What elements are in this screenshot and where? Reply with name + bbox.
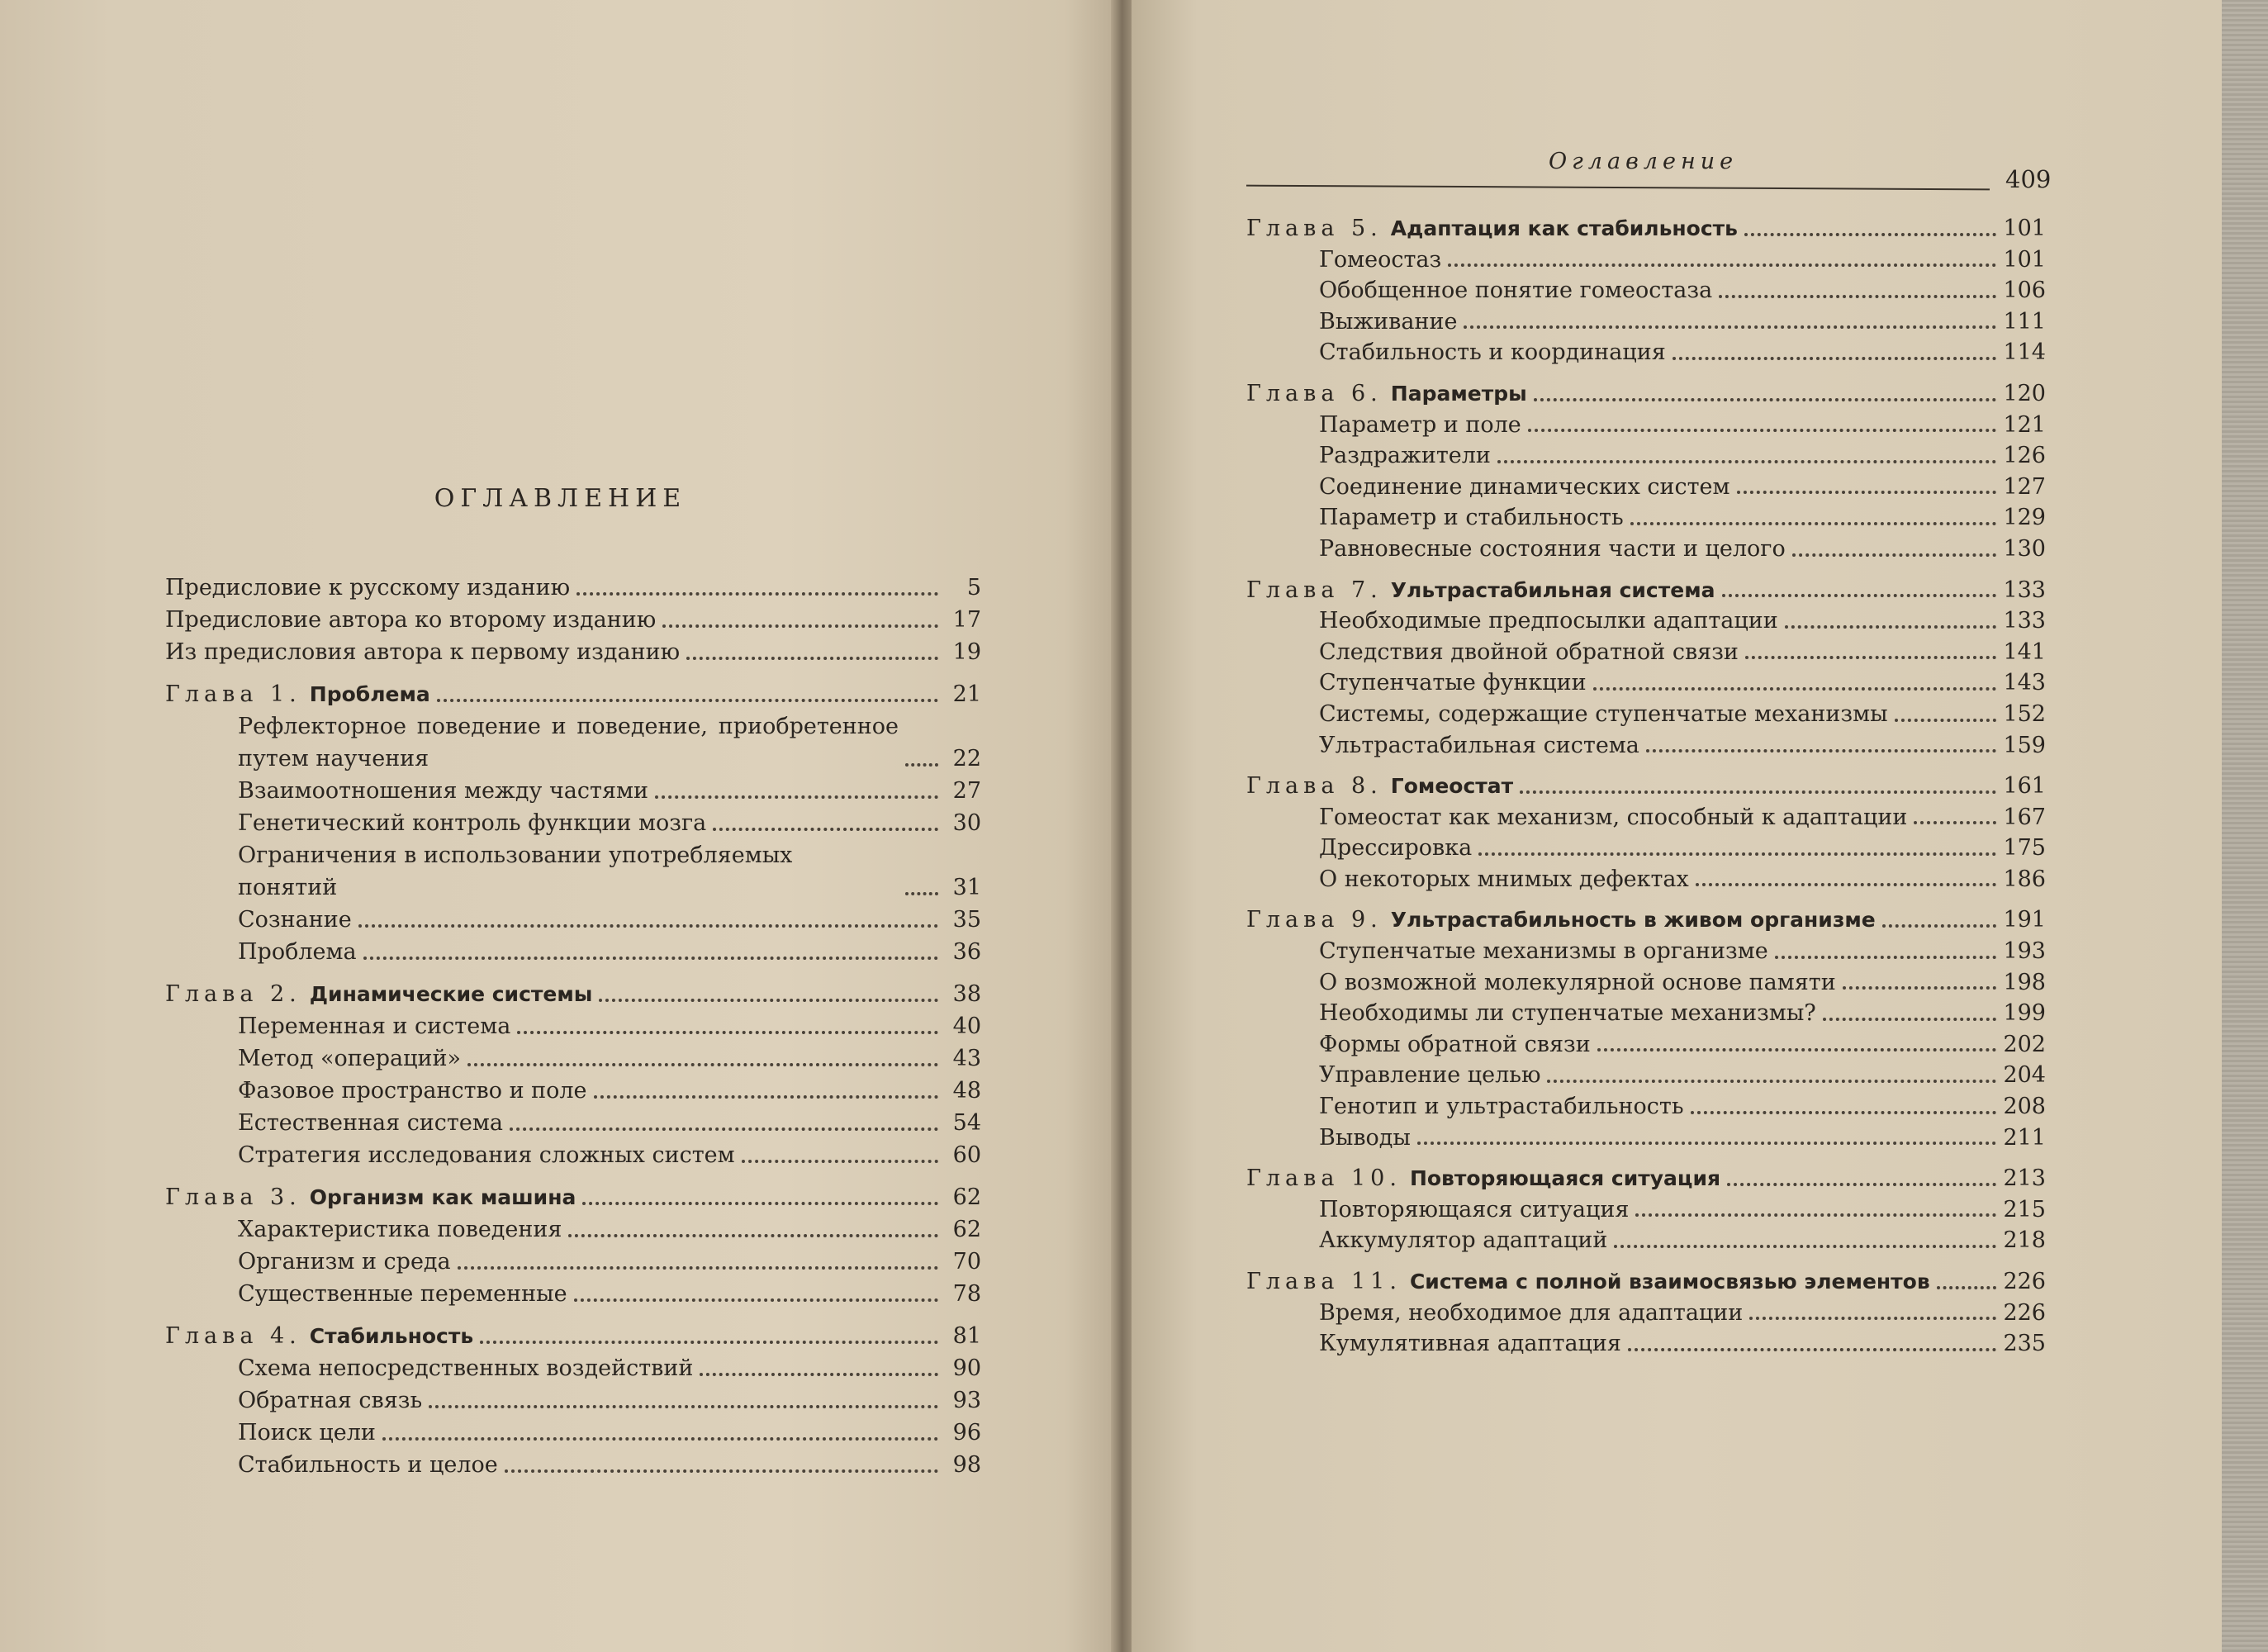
- chapter-section: [165, 1320, 981, 1481]
- chapter-heading: [165, 1320, 473, 1352]
- dot-leader: [1534, 398, 1997, 401]
- section-entry[interactable]: [1246, 1194, 2046, 1226]
- chapter-title: Повторяющаяся ситуация: [1409, 1166, 1721, 1191]
- chapter-heading: [1246, 378, 1527, 410]
- entry-page-number: 202: [2003, 1031, 2046, 1057]
- entry-label: Системы, содержащие ступенчатые механизмы: [1319, 700, 1888, 727]
- entry-label: Дрессировка: [1319, 835, 1473, 862]
- dot-leader: [1719, 295, 1996, 298]
- dot-leader: [505, 1469, 938, 1473]
- section-entry[interactable]: [1246, 502, 2046, 534]
- section-entry[interactable]: [165, 904, 981, 936]
- chapter-heading: [1246, 575, 1715, 606]
- chapter-number: Глава 2.: [165, 981, 301, 1007]
- dot-leader: [437, 699, 938, 702]
- chapter-page-number: 213: [2003, 1165, 2046, 1192]
- dot-leader: [1593, 687, 1997, 691]
- chapter-heading: [1246, 1163, 1720, 1194]
- entry-page-number: 31: [952, 875, 981, 900]
- dot-leader: [1597, 1048, 1997, 1051]
- chapter-section: [1246, 1266, 2046, 1360]
- section-entry[interactable]: [165, 775, 981, 807]
- entry-label: Аккумулятор адаптаций: [1319, 1227, 1608, 1254]
- section-entry[interactable]: [165, 807, 981, 839]
- chapter-title: Стабильность: [309, 1324, 474, 1348]
- entry-page-number: 5: [966, 575, 981, 601]
- chapter-section: [1246, 904, 2046, 1153]
- entry-label: О некоторых мнимых дефектах: [1319, 866, 1689, 892]
- entry-page-number: 78: [952, 1281, 981, 1307]
- entry-page-number: 106: [2003, 278, 2046, 304]
- section-entry[interactable]: [1246, 1298, 2046, 1329]
- entry-label: Ультрастабильная система: [1319, 732, 1639, 758]
- dot-leader: [905, 763, 938, 767]
- chapter-page-number: 38: [952, 981, 981, 1007]
- chapter-section: [165, 678, 981, 968]
- chapter-heading: [165, 978, 592, 1010]
- section-entry[interactable]: [1246, 864, 2046, 895]
- entry-label: Следствия двойной обратной связи: [1319, 638, 1739, 665]
- entry-page-number: 193: [2003, 938, 2046, 965]
- entry-label: Проблема: [238, 939, 357, 965]
- chapter-entry[interactable]: [165, 678, 981, 710]
- entry-label: Гомеостат как механизм, способный к адаптации: [1319, 804, 1908, 830]
- entry-label: Формы обратной связи: [1319, 1031, 1591, 1057]
- dot-leader: [1696, 883, 1997, 886]
- entry-page-number: 114: [2003, 339, 2046, 366]
- entry-label: Сознание: [238, 907, 352, 933]
- chapter-section: [1246, 575, 2046, 762]
- chapter-title: Система с полной взаимосвязью элементов: [1409, 1270, 1930, 1294]
- section-entry[interactable]: [165, 1075, 981, 1107]
- entry-page-number: 218: [2003, 1227, 2046, 1254]
- section-entry[interactable]: [165, 1417, 981, 1449]
- chapter-page-number: 101: [2003, 216, 2046, 241]
- dot-leader: [594, 1095, 938, 1099]
- dot-leader: [1691, 1111, 1997, 1114]
- dot-leader: [1630, 522, 1997, 525]
- entry-label: Организм и среда: [238, 1249, 451, 1275]
- entry-page-number: 130: [2003, 535, 2046, 562]
- chapter-number: Глава 5.: [1246, 216, 1383, 241]
- section-entry[interactable]: [165, 1384, 981, 1417]
- chapter-section: [1246, 378, 2046, 565]
- entry-label: Выживание: [1319, 308, 1458, 335]
- entry-label: Рефлекторное поведение и поведение, приобретенное путем научения: [238, 714, 899, 771]
- dot-leader: [905, 892, 938, 895]
- dot-leader: [1937, 1286, 1997, 1289]
- chapter-title: Проблема: [309, 682, 430, 706]
- chapter-heading: [165, 1181, 576, 1213]
- entry-page-number: 93: [952, 1388, 981, 1413]
- chapter-section: [165, 978, 981, 1171]
- page-number: 409: [2005, 165, 2052, 193]
- dot-leader: [713, 828, 938, 831]
- entry-page-number: 199: [2003, 1000, 2046, 1027]
- section-entry[interactable]: [165, 1107, 981, 1139]
- chapter-entry[interactable]: [1246, 904, 2046, 936]
- section-entry[interactable]: [1246, 1123, 2046, 1154]
- dot-leader: [1497, 460, 1997, 463]
- dot-leader: [1792, 553, 1997, 557]
- chapter-title: Ультрастабильная система: [1390, 577, 1715, 602]
- entry-label: Предисловие к русскому изданию: [165, 575, 571, 601]
- dot-leader: [1727, 1183, 1996, 1186]
- dot-leader: [1882, 924, 1997, 928]
- section-entry[interactable]: [165, 1213, 981, 1246]
- chapter-page-number: 21: [952, 681, 981, 707]
- dot-leader: [363, 957, 938, 960]
- section-entry[interactable]: [165, 839, 981, 904]
- entry-label: Стабильность и координация: [1319, 339, 1666, 366]
- chapter-number: Глава 8.: [1246, 773, 1383, 800]
- dot-leader: [429, 1405, 938, 1408]
- chapter-number: Глава 9.: [1246, 907, 1383, 933]
- entry-page-number: 30: [952, 810, 981, 836]
- entry-label: Характеристика поведения: [238, 1217, 562, 1242]
- chapter-title: Адаптация как стабильность: [1390, 216, 1738, 240]
- dot-leader: [1745, 656, 1997, 659]
- chapter-title: Динамические системы: [309, 982, 593, 1006]
- entry-page-number: 127: [2003, 473, 2046, 500]
- entry-page-number: 96: [952, 1420, 981, 1446]
- section-entry[interactable]: [1246, 667, 2046, 699]
- entry-page-number: 111: [2003, 308, 2046, 335]
- dot-leader: [1520, 790, 1996, 794]
- chapter-heading: [165, 678, 430, 710]
- entry-label: Взаимоотношения между частями: [238, 778, 648, 804]
- entry-page-number: 27: [952, 778, 981, 804]
- section-entry[interactable]: [1246, 637, 2046, 668]
- dot-leader: [1478, 852, 1996, 856]
- section-entry[interactable]: [165, 1042, 981, 1075]
- entry-label: Равновесные состояния части и целого: [1319, 535, 1786, 562]
- entry-label: Повторяющаяся ситуация: [1319, 1196, 1630, 1222]
- dot-leader: [1749, 1317, 1996, 1320]
- entry-page-number: 226: [2003, 1299, 2046, 1326]
- dot-leader: [686, 657, 938, 660]
- chapter-entry[interactable]: [1246, 1266, 2046, 1298]
- entry-page-number: 60: [952, 1142, 981, 1168]
- dot-leader: [1775, 956, 1997, 959]
- chapter-entry[interactable]: [165, 1320, 981, 1352]
- dot-leader: [1895, 719, 1997, 722]
- dot-leader: [599, 999, 938, 1002]
- section-entry[interactable]: [1246, 1328, 2046, 1360]
- entry-page-number: 167: [2003, 804, 2046, 830]
- section-entry[interactable]: [1246, 605, 2046, 637]
- entry-label: Гомеостаз: [1319, 246, 1442, 273]
- dot-leader: [662, 624, 938, 628]
- entry-label: Соединение динамических систем: [1319, 473, 1730, 500]
- entry-label: Предисловие автора ко второму изданию: [165, 607, 657, 633]
- running-head: Оглавление: [1549, 149, 1739, 174]
- dot-leader: [1914, 821, 1996, 824]
- chapter-entry[interactable]: [1246, 213, 2046, 244]
- chapter-number: Глава 6.: [1246, 380, 1383, 406]
- front-matter-entry[interactable]: [165, 604, 981, 636]
- dot-leader: [1464, 325, 1996, 329]
- chapter-entry[interactable]: [165, 978, 981, 1010]
- entry-page-number: 43: [952, 1046, 981, 1071]
- entry-label: Ограничения в использовании употребляемых понятий: [238, 843, 793, 900]
- entry-label: Схема непосредственных воздействий: [238, 1355, 694, 1381]
- entry-page-number: 121: [2003, 411, 2046, 438]
- chapter-section: [1246, 213, 2046, 368]
- entry-page-number: 204: [2003, 1062, 2046, 1089]
- entry-page-number: 70: [952, 1249, 981, 1275]
- entry-label: Параметр и поле: [1319, 411, 1521, 438]
- entry-label: Выводы: [1319, 1124, 1411, 1151]
- entry-label: Ступенчатые механизмы в организме: [1319, 938, 1768, 965]
- dot-leader: [517, 1031, 938, 1034]
- entry-page-number: 129: [2003, 505, 2046, 531]
- entry-page-number: 215: [2003, 1196, 2046, 1222]
- dot-leader: [480, 1341, 938, 1344]
- dot-leader: [1448, 263, 1996, 267]
- chapter-number: Глава 7.: [1246, 577, 1383, 603]
- dot-leader: [1673, 357, 1997, 360]
- section-entry[interactable]: [1246, 440, 2046, 472]
- section-entry[interactable]: [1246, 337, 2046, 368]
- dot-leader: [382, 1437, 938, 1441]
- dot-leader: [655, 795, 938, 799]
- entry-label: О возможной молекулярной основе памяти: [1319, 969, 1836, 995]
- section-entry[interactable]: [165, 936, 981, 968]
- chapter-title: Ультрастабильность в живом организме: [1390, 908, 1876, 933]
- section-entry[interactable]: [165, 1010, 981, 1042]
- left-page: [0, 0, 1121, 1652]
- dot-leader: [1823, 1018, 1997, 1021]
- chapter-entry[interactable]: [165, 1181, 981, 1213]
- entry-page-number: 235: [2003, 1331, 2046, 1357]
- entry-page-number: 17: [952, 607, 981, 633]
- dot-leader: [458, 1266, 938, 1270]
- dot-leader: [1547, 1080, 1996, 1083]
- entry-label: Обратная связь: [238, 1388, 423, 1413]
- entry-label: Генотип и ультрастабильность: [1319, 1094, 1684, 1120]
- dot-leader: [510, 1127, 938, 1131]
- entry-page-number: 35: [952, 907, 981, 933]
- entry-label: Фазовое пространство и поле: [238, 1078, 587, 1104]
- chapter-section: [1246, 1163, 2046, 1256]
- section-entry[interactable]: [1246, 833, 2046, 864]
- dot-leader: [1528, 429, 1997, 432]
- entry-label: Переменная и система: [238, 1014, 511, 1039]
- entry-label: Кумулятивная адаптация: [1319, 1331, 1621, 1357]
- chapter-title: Гомеостат: [1390, 774, 1514, 799]
- chapter-page-number: 226: [2003, 1269, 2046, 1294]
- front-matter-entry[interactable]: [165, 572, 981, 604]
- entry-page-number: 90: [952, 1355, 981, 1381]
- dot-leader: [582, 1202, 938, 1205]
- entry-page-number: 159: [2003, 732, 2046, 758]
- entry-page-number: 62: [952, 1217, 981, 1242]
- entry-label: Генетический контроль функции мозга: [238, 810, 707, 836]
- entry-page-number: 19: [952, 639, 981, 665]
- chapter-page-number: 81: [952, 1323, 981, 1349]
- chapter-number: Глава 3.: [165, 1184, 301, 1210]
- section-entry[interactable]: [1246, 802, 2046, 833]
- entry-label: Из предисловия автора к первому изданию: [165, 639, 681, 665]
- dot-leader: [1722, 594, 1997, 597]
- section-entry[interactable]: [1246, 1091, 2046, 1123]
- toc-title: ОГЛАВЛЕНИЕ: [434, 484, 687, 513]
- section-entry[interactable]: [1246, 998, 2046, 1029]
- entry-page-number: 141: [2003, 638, 2046, 665]
- entry-page-number: 198: [2003, 969, 2046, 995]
- entry-page-number: 208: [2003, 1094, 2046, 1120]
- dot-leader: [467, 1063, 938, 1066]
- chapter-entry[interactable]: [1246, 378, 2046, 410]
- chapter-section: [165, 1181, 981, 1310]
- entry-label: Метод «операций»: [238, 1046, 462, 1071]
- section-entry[interactable]: [165, 1278, 981, 1310]
- entry-page-number: 126: [2003, 443, 2046, 469]
- entry-label: Раздражители: [1319, 443, 1491, 469]
- section-entry[interactable]: [1246, 472, 2046, 503]
- chapter-title: Параметры: [1390, 381, 1527, 406]
- section-entry[interactable]: [165, 1139, 981, 1171]
- chapter-section: [1246, 771, 2046, 895]
- entry-label: Необходимые предпосылки адаптации: [1319, 608, 1778, 634]
- chapter-heading: [1246, 904, 1876, 936]
- chapter-page-number: 62: [952, 1184, 981, 1210]
- chapter-entry[interactable]: [1246, 771, 2046, 802]
- section-entry[interactable]: [1246, 1225, 2046, 1256]
- chapter-page-number: 120: [2003, 380, 2046, 406]
- section-entry[interactable]: [1246, 1029, 2046, 1061]
- chapter-number: Глава 1.: [165, 681, 301, 707]
- dot-leader: [1843, 986, 1997, 990]
- entry-label: Параметр и стабильность: [1319, 505, 1624, 531]
- entry-page-number: 211: [2003, 1124, 2046, 1151]
- entry-page-number: 22: [952, 746, 981, 771]
- right-toc-list: [1246, 213, 2046, 1360]
- section-entry[interactable]: [1246, 1060, 2046, 1091]
- left-toc-list: [165, 572, 981, 1481]
- entry-label: Стратегия исследования сложных систем: [238, 1142, 735, 1168]
- entry-page-number: 175: [2003, 835, 2046, 862]
- dot-leader: [1646, 749, 1997, 752]
- section-entry[interactable]: [1246, 699, 2046, 730]
- dot-leader: [358, 924, 938, 928]
- entry-page-number: 48: [952, 1078, 981, 1104]
- entry-page-number: 133: [2003, 608, 2046, 634]
- entry-label: Время, необходимое для адаптации: [1319, 1299, 1744, 1326]
- dot-leader: [1417, 1142, 1997, 1145]
- section-entry[interactable]: [1246, 534, 2046, 565]
- entry-page-number: 98: [952, 1452, 981, 1478]
- entry-label: Управление целью: [1319, 1062, 1541, 1089]
- section-entry[interactable]: [1246, 410, 2046, 441]
- dot-leader: [700, 1373, 938, 1376]
- dot-leader: [1785, 625, 1997, 629]
- entry-page-number: 101: [2003, 246, 2046, 273]
- chapter-page-number: 133: [2003, 577, 2046, 603]
- chapter-number: Глава 11.: [1246, 1269, 1402, 1294]
- entry-label: Существенные переменные: [238, 1281, 567, 1307]
- dot-leader: [1635, 1213, 1996, 1217]
- section-entry[interactable]: [1246, 275, 2046, 306]
- dot-leader: [1614, 1245, 1996, 1248]
- front-matter-entry[interactable]: [165, 636, 981, 668]
- section-entry[interactable]: [165, 1449, 981, 1481]
- book-cover-binding: [2222, 0, 2268, 1652]
- chapter-heading: [1246, 1266, 1930, 1298]
- dot-leader: [574, 1298, 938, 1302]
- entry-label: Обобщенное понятие гомеостаза: [1319, 278, 1713, 304]
- chapter-page-number: 191: [2003, 907, 2046, 933]
- section-entry[interactable]: [165, 1352, 981, 1384]
- chapter-heading: [1246, 213, 1738, 244]
- entry-label: Поиск цели: [238, 1420, 376, 1446]
- entry-page-number: 54: [952, 1110, 981, 1136]
- section-entry[interactable]: [1246, 967, 2046, 999]
- entry-page-number: 36: [952, 939, 981, 965]
- entry-page-number: 152: [2003, 700, 2046, 727]
- entry-label: Ступенчатые функции: [1319, 670, 1587, 696]
- dot-leader: [1628, 1348, 1997, 1351]
- dot-leader: [1744, 233, 1996, 236]
- chapter-entry[interactable]: [1246, 1163, 2046, 1194]
- chapter-entry[interactable]: [1246, 575, 2046, 606]
- chapter-title: Организм как машина: [309, 1185, 576, 1209]
- section-entry[interactable]: [165, 1246, 981, 1278]
- section-entry[interactable]: [1246, 306, 2046, 338]
- dot-leader: [576, 592, 938, 596]
- chapter-number: Глава 10.: [1246, 1165, 1402, 1192]
- entry-label: Стабильность и целое: [238, 1452, 498, 1478]
- section-entry[interactable]: [1246, 730, 2046, 762]
- chapter-number: Глава 4.: [165, 1323, 301, 1349]
- section-entry[interactable]: [165, 710, 981, 775]
- chapter-page-number: 161: [2003, 773, 2046, 800]
- entry-page-number: 143: [2003, 670, 2046, 696]
- entry-page-number: 40: [952, 1014, 981, 1039]
- chapter-heading: [1246, 771, 1513, 802]
- entry-page-number: 186: [2003, 866, 2046, 892]
- dot-leader: [568, 1234, 938, 1237]
- section-entry[interactable]: [1246, 244, 2046, 276]
- section-entry[interactable]: [1246, 936, 2046, 967]
- entry-label: Естественная система: [238, 1110, 503, 1136]
- dot-leader: [1737, 491, 1997, 494]
- entry-label: Необходимы ли ступенчатые механизмы?: [1319, 1000, 1816, 1027]
- dot-leader: [742, 1160, 938, 1163]
